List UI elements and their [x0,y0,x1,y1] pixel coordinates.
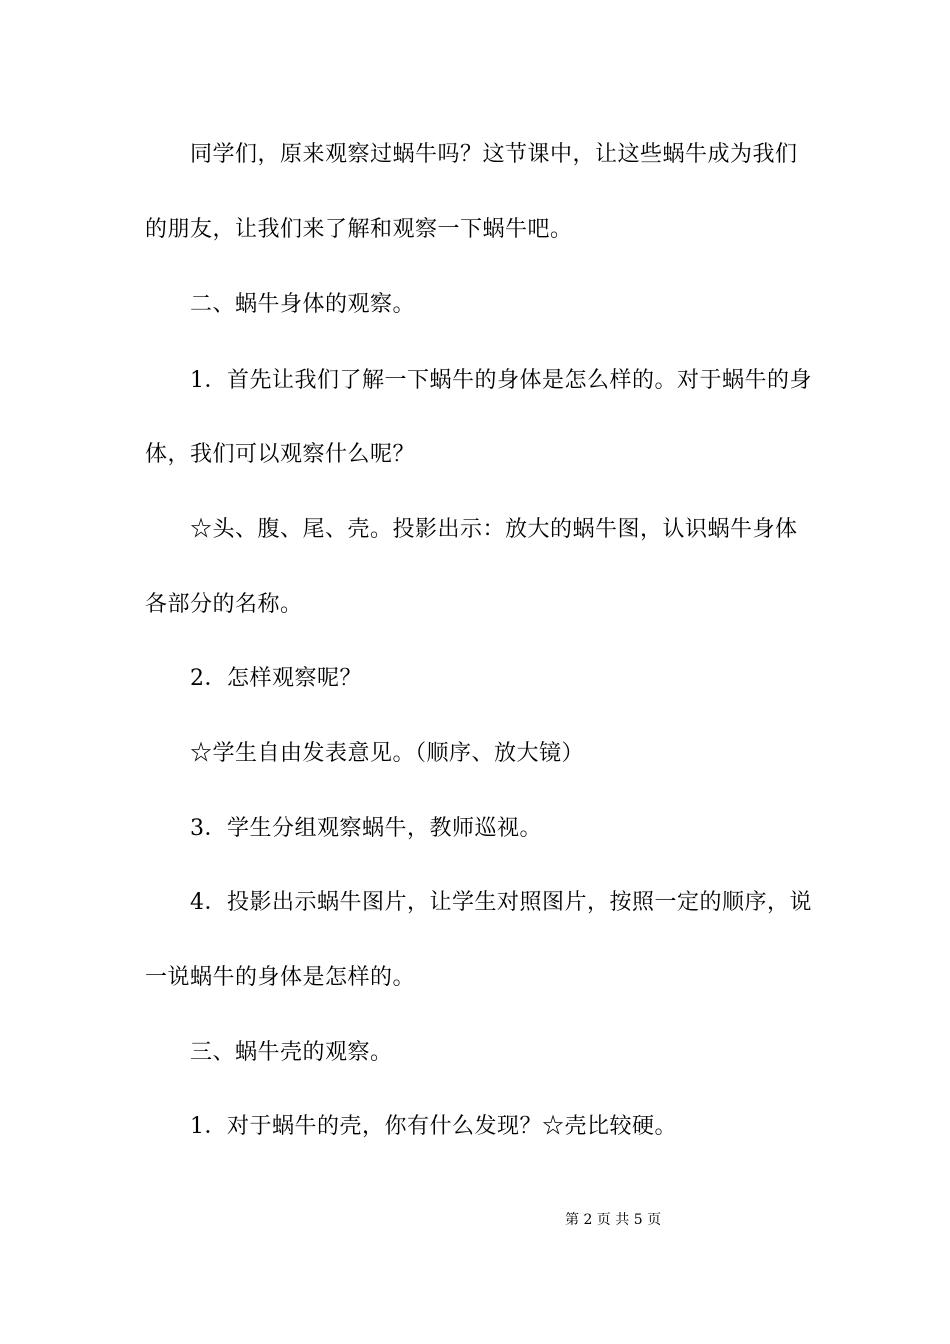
paragraph-line: 各部分的名称。 [145,592,303,617]
section-heading: 二、蜗牛身体的观察。 [190,292,416,317]
paragraph-line: 同学们，原来观察过蜗牛吗？这节课中，让这些蜗牛成为我们 [190,142,798,167]
page-number-footer: 第 2 页 共 5 页 [565,1212,662,1228]
paragraph-line: 1．首先让我们了解一下蜗牛的身体是怎么样的。对于蜗牛的身 [190,368,812,393]
paragraph-line: 一说蜗牛的身体是怎样的。 [145,965,416,990]
paragraph-line: ☆学生自由发表意见。（顺序、放大镜） [190,741,585,766]
paragraph-line: ☆头、腹、尾、壳。投影出示：放大的蜗牛图，认识蜗牛身体 [190,517,798,542]
section-heading: 三、蜗牛壳的观察。 [190,1040,393,1065]
paragraph-line: 1．对于蜗牛的壳，你有什么发现？☆壳比较硬。 [190,1114,677,1139]
paragraph-line: 3．学生分组观察蜗牛，教师巡视。 [190,816,542,841]
paragraph-line: 的朋友，让我们来了解和观察一下蜗牛吧。 [145,217,573,242]
paragraph-line: 4．投影出示蜗牛图片，让学生对照图片，按照一定的顺序，说 [190,890,812,915]
paragraph-line: 2．怎样观察呢？ [190,666,362,691]
paragraph-line: 体，我们可以观察什么呢？ [145,442,416,467]
